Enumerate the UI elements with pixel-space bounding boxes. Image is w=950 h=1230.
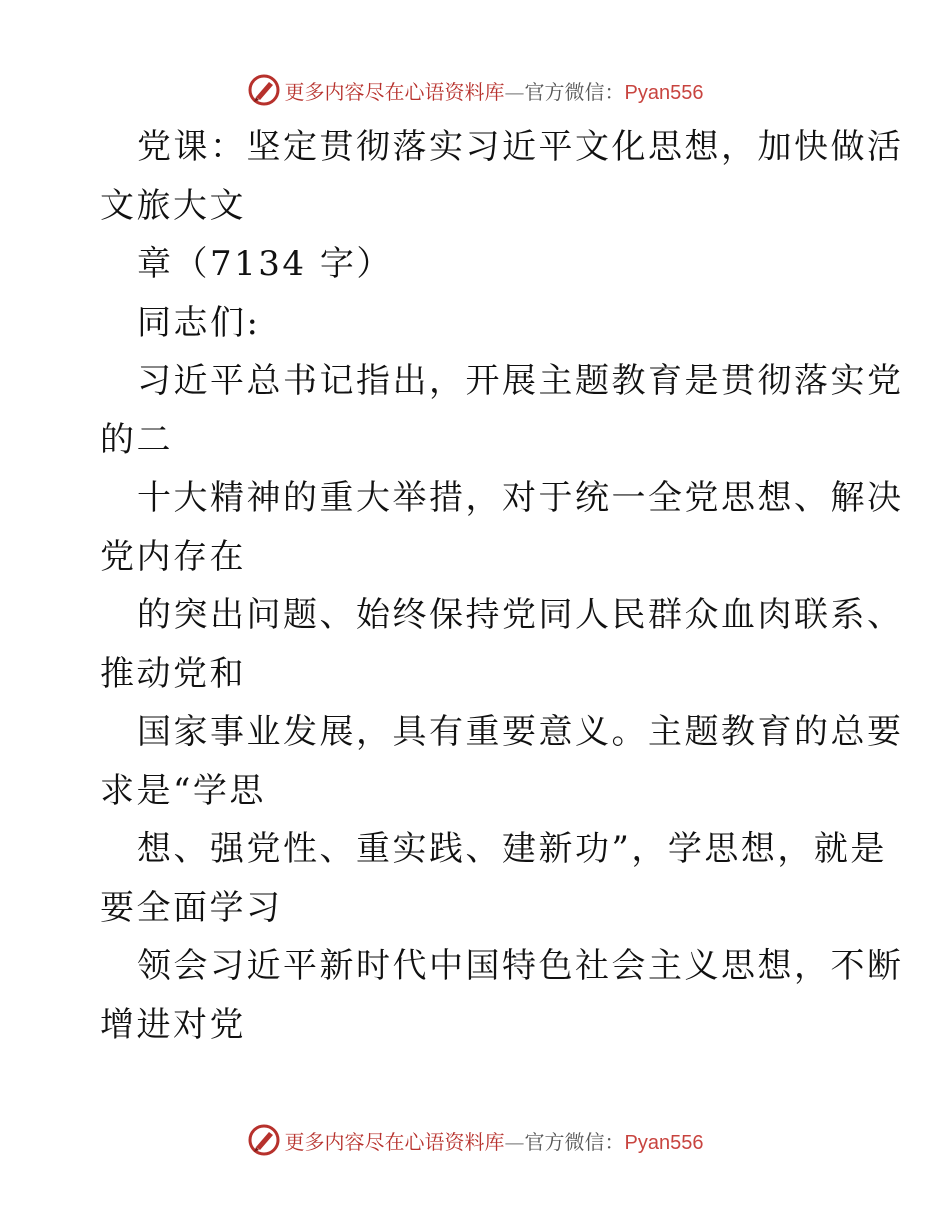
footer-label: 官方微信： [524, 1129, 625, 1154]
footer-wechat-id: Pyan556 [624, 1131, 704, 1154]
header-wechat-id: Pyan556 [624, 81, 704, 104]
paragraph-line: 求是“学思 [100, 770, 266, 811]
document-title-line-2: 文旅大文 [100, 185, 246, 226]
document-title-line-3: 章（7134 字） [137, 244, 393, 284]
header-dash: — [504, 79, 525, 104]
footer-banner-text [285, 1126, 704, 1155]
paragraph-line: 的突出问题、始终保持党同人民群众血肉联系、 [137, 595, 904, 635]
footer-dash: — [504, 1129, 525, 1154]
header-banner-text [285, 76, 704, 105]
paragraph-line: 要全面学习 [100, 887, 283, 928]
paragraph-line: 的二 [100, 419, 173, 460]
paragraph-line: 领会习近平新时代中国特色社会主义思想，不断 [137, 946, 904, 986]
document-body [100, 118, 904, 1054]
paragraph-line: 习近平总书记指出，开展主题教育是贯彻落实党 [137, 361, 904, 401]
pen-logo-icon [247, 1123, 281, 1157]
paragraph-line: 推动党和 [100, 653, 246, 694]
paragraph-line: 国家事业发展，具有重要意义。主题教育的总要 [137, 712, 904, 752]
paragraph-line: 增进对党 [100, 1004, 246, 1045]
header-banner [0, 70, 950, 110]
paragraph-line: 十大精神的重大举措，对于统一全党思想、解决 [137, 478, 904, 518]
header-label: 官方微信： [524, 79, 625, 104]
footer-banner [0, 1120, 950, 1160]
header-brand-text: 更多内容尽在心语资料库 [284, 79, 505, 104]
pen-logo-icon [247, 73, 281, 107]
paragraph-line: 党内存在 [100, 536, 246, 577]
paragraph-line: 想、强党性、重实践、建新功”，学思想，就是 [137, 829, 887, 869]
salutation: 同志们: [137, 302, 261, 343]
document-title-line-1: 党课：坚定贯彻落实习近平文化思想，加快做活 [137, 127, 904, 167]
footer-brand-text: 更多内容尽在心语资料库 [284, 1129, 505, 1154]
